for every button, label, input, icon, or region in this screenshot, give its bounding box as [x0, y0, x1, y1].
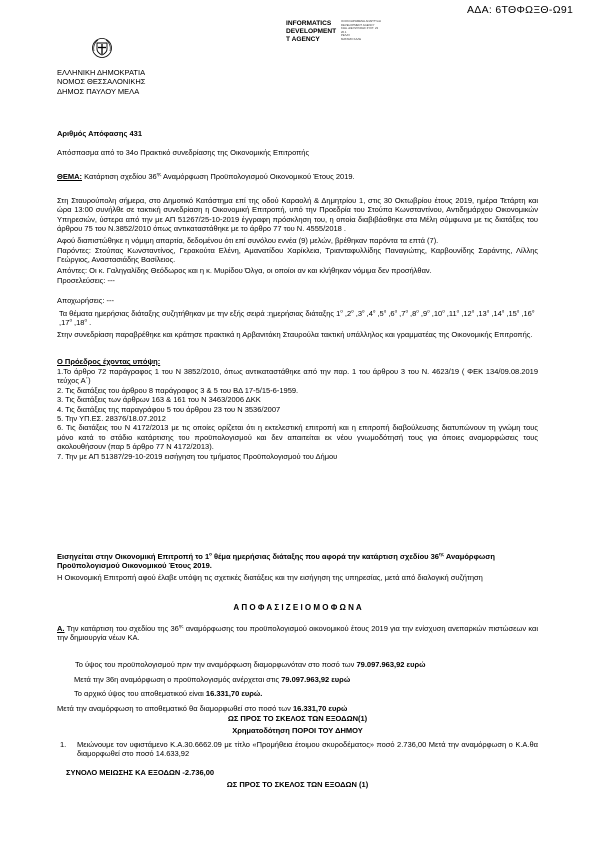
expenses-heading-2: ΩΣ ΠΡΟΣ ΤΟ ΣΚΕΛΟΣ ΤΩΝ ΕΞΟΔΩΝ (1): [226, 780, 369, 789]
agenda-item: $3^o$: [357, 308, 365, 318]
agenda-item: $5^o$: [379, 308, 387, 318]
agenda-item: $17^o$: [61, 317, 72, 328]
greek-emblem-icon: [91, 37, 113, 59]
total-reduction: ΣΥΝΟΛΟ ΜΕΙΩΣΗΣ ΚΑ ΕΞΟΔΩΝ -2.736,00: [66, 768, 215, 777]
committee-text: Η Οικονομική Επιτροπή αφού έλαβε υπόψη τις σχετικές διατάξεις και την εισήγηση της υπηρεσίας, μετά από διαλογική συζήτηση: [57, 573, 483, 582]
ada-number: ΑΔΑ: 6ΤΘΦΩΞΘ-Ω91: [467, 4, 574, 16]
departures: Αποχωρήσεις: ---: [57, 296, 114, 305]
present-members: Παρόντες: Στούπας Κωνσταντίνος, Γερακούτα Ελένη, Αμανατίδου Χαρίκλεια, Τριανταφυλλίδης Παναγιώτης, Καρβουνίδης Σαράντης, Λίλλης Γεώργιος, Αναστασιάδης Βασίλειος.: [57, 246, 538, 265]
quorum-text: Αφού διαπιστώθηκε η νόμιμη απαρτία, δεδομένου ότι επί συνόλου εννέα (9) μελών, βρέθηκαν παρόντα τα επτά (7).: [57, 236, 439, 245]
approval-paragraph: Α. Την κατάρτιση του σχεδίου της $36^{\eta\varsigma}$ αναμόρφωσης του προϋπολογισμού οικονομικού έτους 2019 για την ενίσχυση ανεπαρκών πιστώσεων και την δημιουργία νέων ΚΑ.: [57, 623, 538, 643]
reduction-item: 1. Μειώνουμε τον υφιστάμενο Κ.Α.30.6662.09 με τίτλο «Προμήθεια έτοιμου σκυροδέματος» ποσό 2.736,00 Μετά την αναμόρφωση ο Κ.Α.θα διαμορφωθεί στο ποσό 14.633,92: [60, 740, 538, 759]
agenda-item: $7^o$: [401, 308, 408, 318]
budget-before: Το ύψος του προϋπολογισμού πριν την αναμόρφωση διαμορφωνόταν στο ποσό των 79.097.963,92 ευρώ: [75, 660, 426, 669]
issuer-header: ΕΛΛΗΝΙΚΗ ΔΗΜΟΚΡΑΤΙΑ ΝΟΜΟΣ ΘΕΣΣΑΛΟΝΙΚΗΣ ΔΗΜΟΣ ΠΑΥΛΟΥ ΜΕΛΑ: [57, 68, 146, 96]
agenda-item: $11^o$: [448, 308, 460, 318]
consideration-item: 1.Το άρθρο 72 παράγραφος 1 του Ν 3852/2010, όπως αντικαταστάθηκε από την παρ. 1 του άρθρου 3 του Ν. 4623/19 ( ΦΕΚ 134/09.08.2019 τεύχος Α΄): [57, 367, 538, 386]
diavgeia-logo-text: INFORMATICS DEVELOPMENT T AGENCY: [286, 20, 337, 43]
agenda-item: $14^o$: [493, 308, 505, 318]
budget-after: Μετά την 36η αναμόρφωση ο προϋπολογισμός ανέρχεται στις 79.097.963,92 ευρώ: [74, 675, 351, 684]
diavgeia-logo-subtext: ΟΛΟΚΛΗΡΩΜΕΝΗ ΑΝΑΠΤΥΞΗ DEVELOPMENT AGENCY ΚΩΔ. ΔΙΕΥΘΥΝΣΗΣ ΣΥΣΤ. 23 20.1 ΡΕΛΑΥ ΜΑΤΑΜΟ ΚΑΛΕ: [341, 19, 381, 41]
proposal-heading: Εισηγείται στην Οικονομική Επιτροπή το $1^o$ θέμα ημερήσιας διάταξης που αφορά την κατάρτιση σχεδίου $36^{\eta\varsigma}$ Αναμόρφωση Προϋπολογισμού Οικονομικού Έτους 2019.: [57, 551, 495, 571]
consideration-item: 6. Τις διατάξεις του Ν 4172/2013 με τις οποίες ορίζεται ότι η εκτελεστική επιτροπή και η επιτροπή διαβούλευσης διατυπώνουν τη γνώμη τους μόνο κατά το στάδιο κατάρτισης του προϋπολογισμού και δεν απαιτείται εκ νέου γνωμοδότησή τους για όποιες αναμορφώσεις τους ακολουθήσουν (παρ 5 άρθρο 77 Ν 4172/2013).: [57, 423, 538, 452]
consideration-item: 7. Την με ΑΠ 51387/29-10-2019 εισήγηση του τμήματος Προϋπολογισμού του Δήμου: [57, 451, 338, 461]
agenda-item: $4^o$: [368, 308, 376, 318]
minutes-keeper: Στην συνεδρίαση παραβρέθηκε και κράτησε πρακτικά η Αρβανιτάκη Σταυρούλα τακτική υπάλληλος και γραμματέας της Οικονομικής Επιτροπής.: [57, 330, 533, 339]
subject-text: Κατάρτιση σχεδίου $36^{\eta\varsigma}$ Αναμόρφωση Προϋπολογισμού Οικονομικού Έτους 2019.: [84, 171, 355, 181]
consideration-item: 2. Τις διατάξεις του άρθρου 8 παράγραφος 3 & 5 του ΒΔ 17-5/15-6-1959.: [57, 385, 299, 395]
agenda-item: $13^o$: [478, 308, 490, 318]
agenda-item: $18^o$: [76, 317, 87, 328]
intro-paragraph: Στη Σταυρούπολη σήμερα, στο Δημοτικό Κατάστημα επί της οδού Καραολή & Δημητρίου 1, στις 30 Οκτωβρίου έτους 2019, ημέρα Τετάρτη και ώρα 13:00 συνήλθε σε τακτική συνεδρίαση η Οικονομική Επιτροπή, υπό την Προεδρία του Στούπα Κωνσταντίνου, Αντιδημάρχου Οικονομικών Υπηρεσιών, ύστερα από την με ΑΠ 51267/25-10-2019 έγγραφη πρόσκληση του, η οποία διαβιβάσθηκε στα Μέλη σύμφωνα με τις διατάξεις του άρθρου 75 του Ν.3852/2010 όπως αντικαταστάθηκε με το άρθρο 77 του Ν. 4555/2018 .: [57, 196, 538, 234]
subject-line: [57, 172, 355, 181]
agenda-order: Τα θέματα ημερήσιας διάταξης συζητήθηκαν με την εξής σειρά :ημερήσιας διάταξης $1^o$ $,2^o$ $,3^o$ $,4^o$ $,5^o$ $,6^o$ $,7^o$ $,8^o$ $,9^o$ $,10^o$ $,11^o$ $,12^o$ $,13^o$ $,14^o$ $,15^o$ $,16^o$ $,17^o$ $,18^o$ .: [59, 308, 535, 328]
consideration-item: 5. Την ΥΠ.ΕΣ. 28376/18.07.2012: [57, 414, 166, 424]
agenda-item: $16^o$: [523, 308, 535, 318]
funding-heading: Χρηματοδότηση ΠΟΡΟΙ ΤΟΥ ΔΗΜΟΥ: [232, 726, 363, 735]
agenda-item: $6^o$: [390, 308, 398, 318]
extract-line: Απόσπασμα από το 34ο Πρακτικό συνεδρίασης της Οικονομικής Επιτροπής: [57, 148, 310, 157]
agenda-item: $1^o$: [336, 308, 343, 318]
subject-label: ΘΕΜΑ:: [57, 172, 82, 181]
agenda-item: $2^o$: [346, 308, 354, 318]
reserve-after: Μετά την αναμόρφωση το αποθεματικό θα διαμορφωθεί στο ποσό των 16.331,70 ευρώ: [57, 704, 348, 713]
decision-heading: Α Π Ο Φ Α Σ Ι Ζ Ε Ι Ο Μ Ο Φ Ω Ν Α: [233, 603, 362, 612]
agenda-item: $9^o$: [422, 308, 430, 318]
considerations-list: [57, 367, 538, 461]
agenda-item: $10^o$: [433, 308, 445, 318]
chair-heading: Ο Πρόεδρος έχοντας υπόψη:: [57, 357, 161, 366]
reserve-initial: Το αρχικό ύψος του αποθεματικού είναι 16.331,70 ευρώ.: [74, 689, 263, 698]
consideration-item: 4. Τις διατάξεις της παραγράφου 5 του άρθρου 23 του Ν 3536/2007: [57, 404, 281, 414]
agenda-item: $15^o$: [508, 308, 520, 318]
agenda-items: $1^o$ $,2^o$ $,3^o$ $,4^o$ $,5^o$ $,6^o$ $,7^o$ $,8^o$ $,9^o$ $,10^o$ $,11^o$ $,12^o$ $,13^o$ $,14^o$ $,15^o$ $,16^o$ $,17^o$ $,18^o$ .: [59, 308, 535, 328]
decision-number: Αριθμός Απόφασης 431: [57, 129, 142, 138]
absent-members: Απόντες: Οι κ. Γαληγαλίδης Θεόδωρος και η κ. Μυρίδου Όλγα, οι οποίοι αν και κλήθηκαν νόμιμα δεν προσήλθαν.: [57, 266, 432, 275]
agenda-item: $12^o$: [463, 308, 475, 318]
agenda-item: $8^o$: [412, 308, 419, 318]
expenses-heading: ΩΣ ΠΡΟΣ ΤΟ ΣΚΕΛΟΣ ΤΩΝ ΕΞΟΔΩΝ(1): [227, 714, 368, 723]
arrivals: Προσελεύσεις: ---: [57, 276, 115, 285]
consideration-item: 3. Τις διατάξεις των άρθρων 163 & 161 του Ν 3463/2006 ΔΚΚ: [57, 395, 261, 405]
